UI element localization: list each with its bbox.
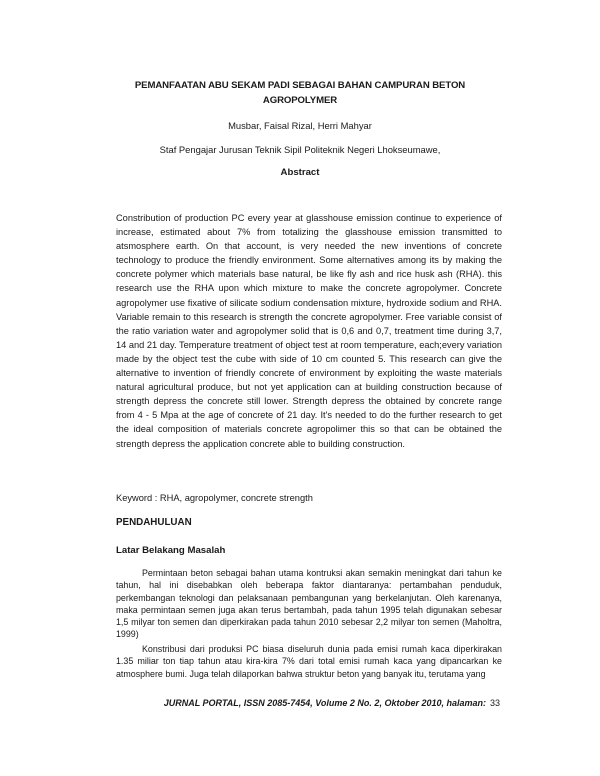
subsection-heading: Latar Belakang Masalah [116,545,226,556]
abstract-text: Constribution of production PC every year at glasshouse emission continue to experience of increase, estimated about 7% from totalizing the glasshouse emission transmitted to atsmosphere earth. On that account, is very needed the new inventions of concrete technology to produce the friendly environment. Some alternatives among its by making the concrete polymer which materials base natural, be like fly ash and rice husk ash (RHA). this research use the RHA upon which mixture to make the concrete agropolymer. Concrete agropolymer use fixative of silicate sodium condensation mixture, hydroxide sodium and RHA. Variable remain to this research is strength the concrete agropolymer. Free variable consist of the ratio variation water and agropolymer solid that is 0,6 and 0,7, treatment time during 3,7, 14 and 21 day. Temperature treatment of object test at room temperature, each;every variation made by the object test the cube with side of 10 cm counted 5. This research can give the alternative to invention of friendly concrete of environment by exploiting the waste materials natural agricultural produce, but not yet application can at building construction because of strength depress the concrete still lower. Strength depress the obtained by concrete range from 4 - 5 Mpa at the age of concrete of 21 day. It's needed to do the further research to get the ideal composition of materials concrete agropolimer this so that can be obtained the strength depress the application concrete able to building construction. [116,213,502,449]
abstract-heading: Abstract [280,167,320,178]
title-line-2: AGROPOLYMER [262,95,338,106]
footer-journal: JURNAL PORTAL, ISSN 2085-7454, Volume 2 No. 2, Oktober 2010, halaman: [163,698,486,708]
page-footer [164,698,500,708]
body-paragraph-2: Konstribusi dari produksi PC biasa diseluruh dunia pada emisi rumah kaca diperkirakan 1.35 miliar ton tiap tahun atau kira-kira 7% dari total emisi rumah kaca yang dipancarkan ke atmosphere bumi. Juga telah dilaporkan bahwa struktur beton yang banyak itu, terutama yang [116,644,502,679]
keywords: Keyword : RHA, agropolymer, concrete strength [116,493,313,503]
body-paragraph-1: Permintaan beton sebagai bahan utama kontruksi akan semakin meningkat dari tahun ke tahun, hal ini disebabkan oleh beberapa faktor diantaranya: pertambahan penduduk, perkembangan teknologi dan pelaksanaan pembangunan yang berkelanjutan. Oleh karenanya, maka permintaan semen juga akan terus bertambah, pada tahun 1995 telah digunakan sebesar 1,5 milyar ton semen dan diperkirakan pada tahun 2010 sebesar 2,2 milyar ton semen (Maholtra, 1999) [116,568,502,640]
section-heading: PENDAHULUAN [116,517,192,528]
authors: Musbar, Faisal Rizal, Herri Mahyar [228,120,372,131]
title-line-1: PEMANFAATAN ABU SEKAM PADI SEBAGAI BAHAN CAMPURAN BETON [134,80,466,91]
paper-title [100,78,500,108]
affiliation: Staf Pengajar Jurusan Teknik Sipil Politeknik Negeri Lhokseumawe, [159,144,441,155]
page-number: 33 [489,698,500,708]
